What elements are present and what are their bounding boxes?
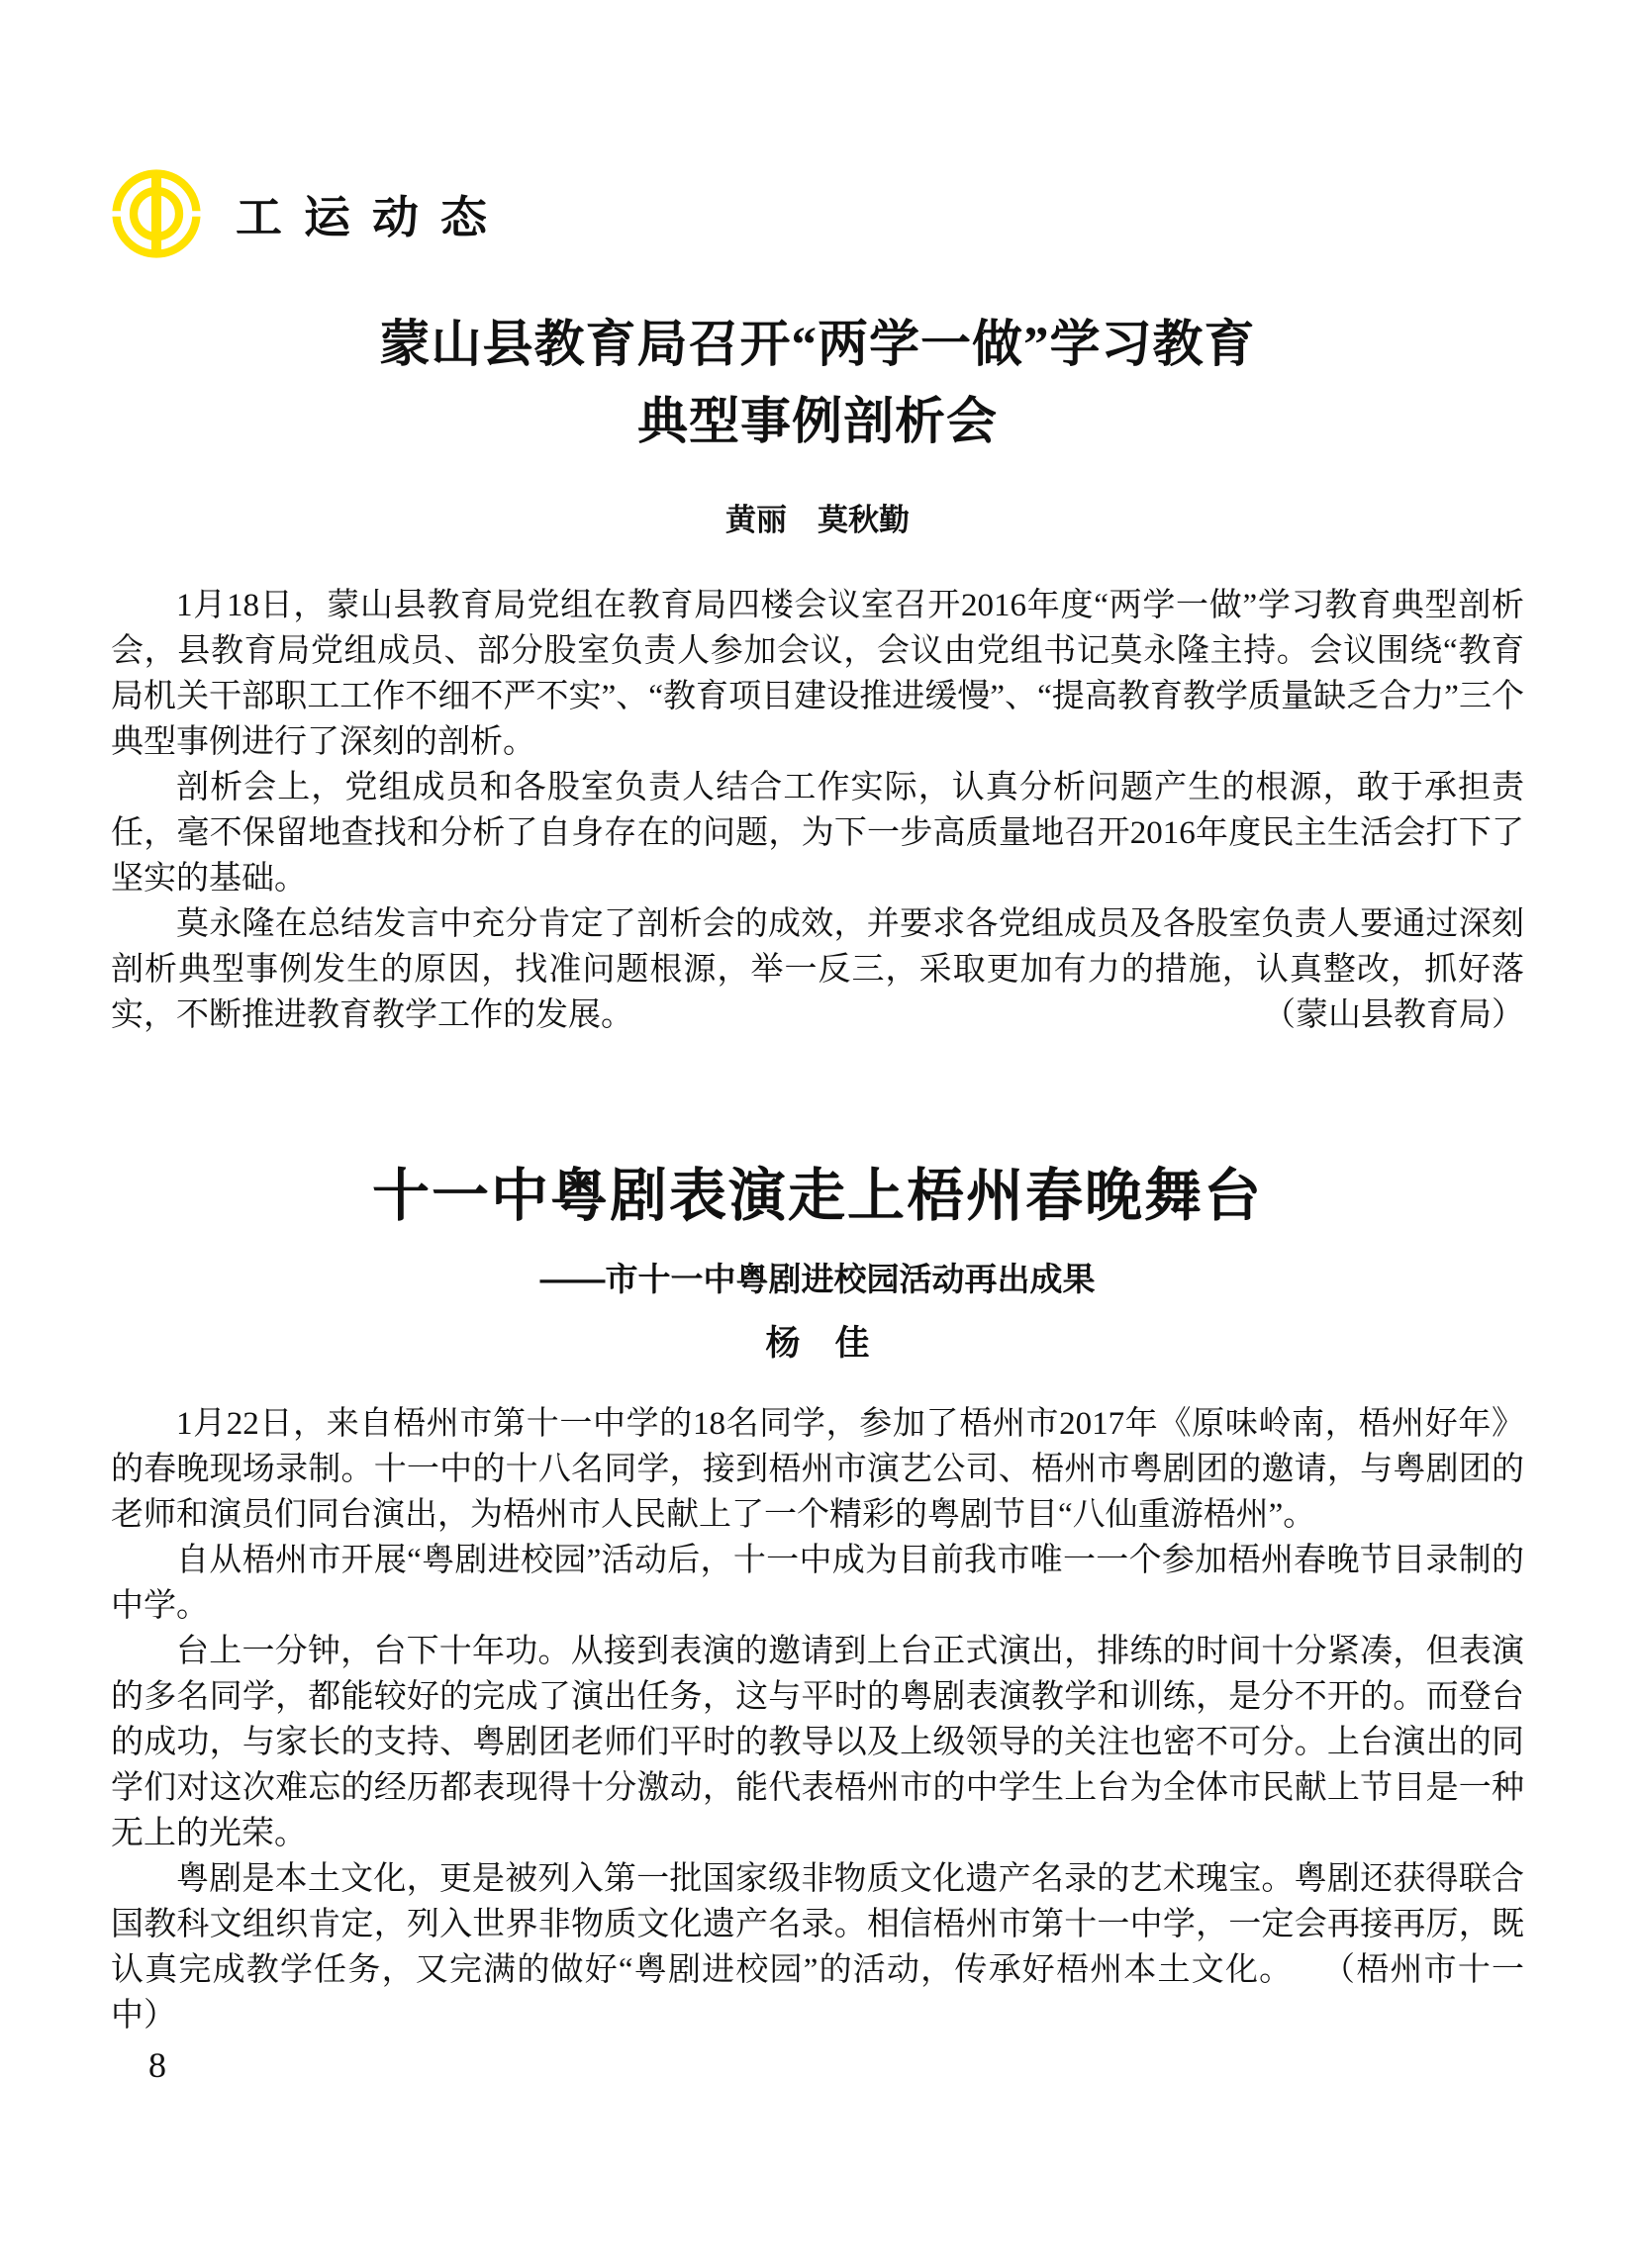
article-1-paragraph: 剖析会上，党组成员和各股室负责人结合工作实际，认真分析问题产生的根源，敢于承担责任，毫不保留地查找和分析了自身存在的问题，为下一步高质量地召开2016年度民主生活会打下了坚实的基础。 bbox=[111, 770, 1524, 897]
page-number: 8 bbox=[148, 2045, 166, 2085]
article-2-subtitle: ——市十一中粤剧进校园活动再出成果 bbox=[539, 1261, 1096, 1297]
article-2-paragraph: 台上一分钟，台下十年功。从接到表演的邀请到上台正式演出，排练的时间十分紧凑，但表演的多名同学，都能较好的完成了演出任务，这与平时的粤剧表演教学和训练，是分不开的。而登台的成功，与家长的支持、粤剧团老师们平时的教导以及上级领导的关注也密不可分。上台演出的同学们对这次难忘的经历都表现得十分激动，能代表梧州市的中学生上台为全体市民献上节目是一种无上的光荣。 bbox=[111, 1634, 1524, 1851]
article-2-paragraph: 1月22日，来自梧州市第十一中学的18名同学，参加了梧州市2017年《原味岭南，梧州好年》的春晚现场录制。十一中的十八名同学，接到梧州市演艺公司、梧州市粤剧团的邀请，与粤剧团的老师和演员们同台演出，为梧州市人民献上了一个精彩的粤剧节目“八仙重游梧州”。 bbox=[111, 1406, 1524, 1533]
article-1-title-line1: 蒙山县教育局召开“两学一做”学习教育 bbox=[379, 318, 1256, 373]
article-2-paragraph: 自从梧州市开展“粤剧进校园”活动后，十一中成为目前我市唯一一个参加梧州春晚节目录制的中学。 bbox=[111, 1543, 1524, 1624]
article-1-attribution: （蒙山县教育局） bbox=[1263, 997, 1524, 1033]
article-2-paragraph bbox=[111, 1856, 1524, 2038]
article-1-title bbox=[111, 307, 1524, 461]
article-1 bbox=[111, 307, 1524, 1038]
article-2 bbox=[111, 1149, 1524, 2038]
article-1-title-line2: 典型事例剖析会 bbox=[636, 395, 998, 450]
article-1-paragraph bbox=[111, 901, 1524, 1038]
article-2-attribution: （梧州市十一中） bbox=[111, 1952, 1525, 2033]
masthead bbox=[111, 166, 1524, 261]
trade-union-emblem-icon bbox=[111, 168, 202, 259]
article-1-paragraph-text: 莫永隆在总结发言中充分肯定了剖析会的成效，并要求各党组成员及各股室负责人要通过深刻剖析典型事例发生的原因，找准问题根源，举一反三，采取更加有力的措施，认真整改，抓好落实，不断推进教育教学工作的发展。 bbox=[111, 906, 1524, 1033]
masthead-title: 工运动态 bbox=[236, 191, 509, 244]
article-2-paragraph-text: 粤剧是本土文化，更是被列入第一批国家级非物质文化遗产名录的艺术瑰宝。粤剧还获得联合国教科文组织肯定，列入世界非物质文化遗产名录。相信梧州市第十一中学，一定会再接再厉，既认真完成教学任务，又完满的做好“粤剧进校园”的活动，传承好梧州本土文化。 bbox=[111, 1861, 1524, 1988]
article-1-body bbox=[111, 583, 1524, 1038]
article-2-author: 杨 佳 bbox=[765, 1324, 870, 1363]
article-2-body bbox=[111, 1401, 1524, 2038]
article-1-authors: 黄丽 莫秋勤 bbox=[725, 503, 910, 537]
article-1-paragraph: 1月18日，蒙山县教育局党组在教育局四楼会议室召开2016年度“两学一做”学习教育典型剖析会，县教育局党组成员、部分股室负责人参加会议，会议由党组书记莫永隆主持。会议围绕“教育局机关干部职工工作不细不严不实”、“教育项目建设推进缓慢”、“提高教育教学质量缺乏合力”三个典型事例进行了深刻的剖析。 bbox=[111, 588, 1524, 760]
article-2-title: 十一中粤剧表演走上梧州春晚舞台 bbox=[371, 1164, 1263, 1228]
